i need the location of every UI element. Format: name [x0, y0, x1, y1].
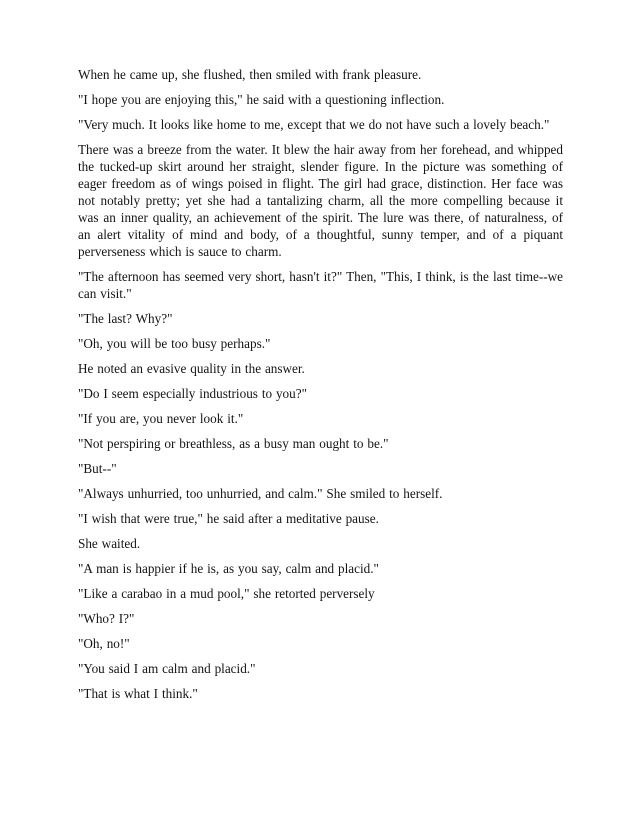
paragraph: "The afternoon has seemed very short, hasn't it?" Then, "This, I think, is the last time--we can visit."	[78, 269, 563, 301]
paragraph: "A man is happier if he is, as you say, calm and placid."	[78, 561, 379, 576]
paragraph: "But--"	[78, 461, 117, 476]
paragraph: "Not perspiring or breathless, as a busy man ought to be."	[78, 436, 389, 451]
paragraph: "I hope you are enjoying this," he said with a questioning inflection.	[78, 92, 445, 107]
paragraph: "You said I am calm and placid."	[78, 661, 256, 676]
document-body	[78, 66, 563, 710]
paragraph: "Oh, you will be too busy perhaps."	[78, 336, 271, 351]
paragraph: "If you are, you never look it."	[78, 411, 244, 426]
paragraph: "Oh, no!"	[78, 636, 130, 651]
paragraph: When he came up, she flushed, then smiled with frank pleasure.	[78, 67, 422, 82]
paragraph: "Like a carabao in a mud pool," she retorted perversely	[78, 586, 375, 601]
paragraph: "The last? Why?"	[78, 311, 173, 326]
paragraph: She waited.	[78, 536, 141, 551]
paragraph: "Very much. It looks like home to me, except that we do not have such a lovely beach."	[78, 117, 550, 132]
paragraph: "Do I seem especially industrious to you?"	[78, 386, 307, 401]
paragraph: He noted an evasive quality in the answer.	[78, 361, 305, 376]
paragraph: There was a breeze from the water. It blew the hair away from her forehead, and whipped the tucked-up skirt around her straight, slender figure. In the picture was something of eager freedom as of wings poised in flight. The girl had grace, distinction. Her face was not notably pretty; yet she had a tantalizing charm, all the more compelling because it was an inner quality, an achievement of the spirit. The lure was there, of naturalness, of an alert vitality of mind and body, of a thoughtful, sunny temper, and of a piquant perverseness which is sauce to charm.	[78, 142, 563, 259]
paragraph: "Who? I?"	[78, 611, 135, 626]
paragraph: "That is what I think."	[78, 686, 198, 701]
paragraph: "I wish that were true," he said after a meditative pause.	[78, 511, 379, 526]
paragraph: "Always unhurried, too unhurried, and calm." She smiled to herself.	[78, 486, 443, 501]
